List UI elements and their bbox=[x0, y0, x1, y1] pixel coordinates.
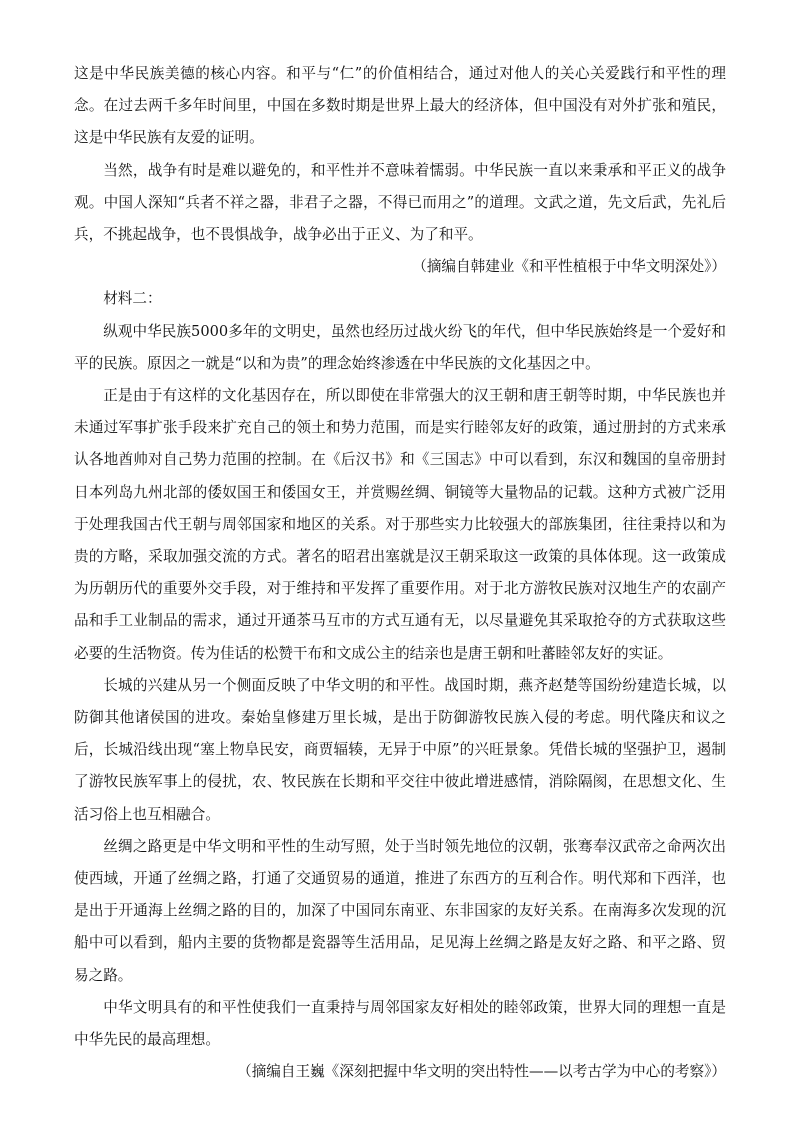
paragraph-great-wall: 长城的兴建从另一个侧面反映了中华文明的和平性。战国时期，燕齐赵楚等国纷纷建造长城，以防御其他诸侯国的进攻。秦始皇修建万里长城，是出于防御游牧民族入侵的考虑。明代隆庆和议之后，长城沿线出现“塞上物阜民安，商贾辐辏，无异于中原”的兴旺景象。凭借长城的坚强护卫，遏制了游牧民族军事上的侵扰，农、牧民族在长期和平交往中彼此增进感情，消除隔阂，在思想文化、生活习俗上也互相融合。 bbox=[74, 676, 726, 823]
paragraph-conclusion: 中华文明具有的和平性使我们一直秉持与周邻国家友好相处的睦邻政策，世界大同的理想一直是中华先民的最高理想。 bbox=[74, 998, 726, 1049]
paragraph-war-view: 当然，战争有时是难以避免的，和平性并不意味着懦弱。中华民族一直以来秉承和平正义的战争观。中国人深知“兵者不祥之器，非君子之器，不得已而用之”的道理。文武之道，先文后武，先礼后兵，不挑起战争，也不畏惧战争，战争必出于正义、为了和平。 bbox=[74, 161, 726, 244]
paragraph-silk-road: 丝绸之路更是中华文明和平性的生动写照，处于当时领先地位的汉朝，张骞奉汉武帝之命两次出使西域，开通了丝绸之路，打通了交通贸易的通道，推进了东西方的互利合作。明代郑和下西洋，也是出于开通海上丝绸之路的目的，加深了中国同东南亚、东非国家的友好关系。在南海多次发现的沉船中可以看到，船内主要的货物都是瓷器等生活用品，足见海上丝绸之路是友好之路、和平之路、贸易之路。 bbox=[74, 837, 726, 984]
source-citation-1: （摘编自韩建业《和平性植根于中华文明深处》） bbox=[412, 258, 726, 276]
material-two-heading: 材料二： bbox=[103, 290, 162, 308]
paragraph-dynasties: 正是由于有这样的文化基因存在，所以即使在非常强大的汉王朝和唐王朝等时期，中华民族也并未通过军事扩张手段来扩充自己的领土和势力范围，而是实行睦邻友好的政策，通过册封的方式来承认各地酋帅对自己势力范围的控制。在《后汉书》和《三国志》中可以看到，东汉和魏国的皇帝册封日本列岛九州北部的倭奴国王和倭国女王，并赏赐丝绸、铜镜等大量物品的记载。这种方式被广泛用于处理我国古代王朝与周邻国家和地区的关系。对于那些实力比较强大的部族集团，往往秉持以和为贵的方略，采取加强交流的方式。著名的昭君出塞就是汉王朝采取这一政策的具体体现。这一政策成为历朝历代的重要外交手段，对于维持和平发挥了重要作用。对于北方游牧民族对汉地生产的农副产品和手工业制品的需求，通过开通茶马互市的方式互通有无，以尽量避免其采取抢夺的方式获取这些必要的生活物资。传为佳话的松赞干布和文成公主的结亲也是唐王朝和吐蕃睦邻友好的实证。 bbox=[74, 387, 726, 662]
paragraph-material-one-continued: 这是中华民族美德的核心内容。和平与“仁”的价值相结合，通过对他人的关心关爱践行和平性的理念。在过去两千多年时间里，中国在多数时期是世界上最大的经济体，但中国没有对外扩张和殖民，这是中华民族有友爱的证明。 bbox=[74, 65, 726, 147]
paragraph-overview: 纵观中华民族5000多年的文明史，虽然也经历过战火纷飞的年代，但中华民族始终是一个爱好和平的民族。原因之一就是“以和为贵”的理念始终渗透在中华民族的文化基因之中。 bbox=[74, 322, 726, 372]
source-citation-2: （摘编自王巍《深刻把握中华文明的突出特性——以考古学为中心的考察》） bbox=[237, 1063, 726, 1081]
